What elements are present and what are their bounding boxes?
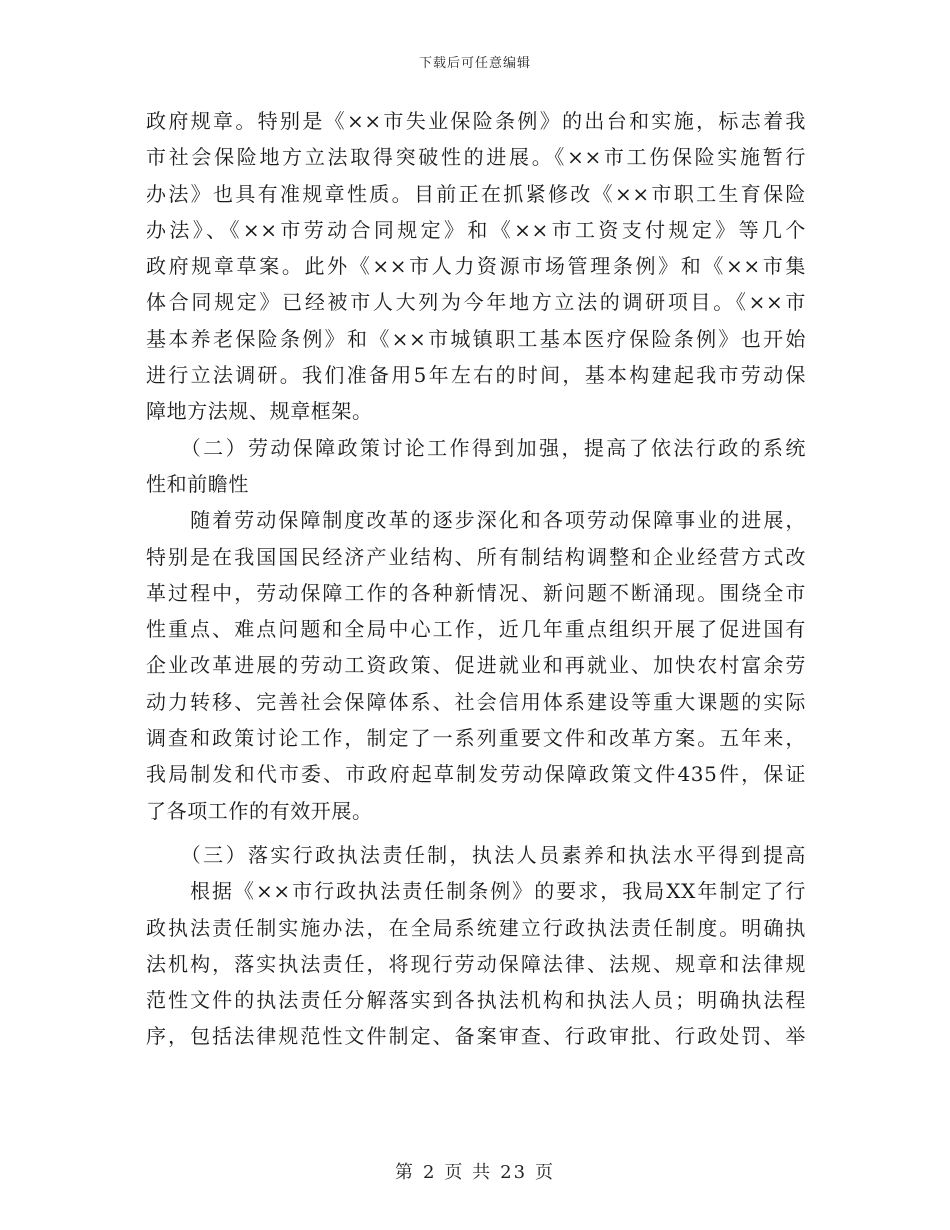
paragraph-gap [146,829,806,837]
page-header: 下载后可任意编辑 [418,56,531,71]
text-line: 企业改革进展的劳动工资政策、促进就业和再就业、加快农村富余劳 [146,653,806,678]
text-line: 政府规章草案。此外《××市人力资源市场管理条例》和《××市集 [146,254,806,279]
text-line: 障地方法规、规章框架。 [146,399,373,424]
footer-prefix: 第 [394,1162,415,1183]
text-line: 政执法责任制实施办法，在全局系统建立行政执法责任制度。明确执 [146,915,806,940]
section-heading: （二）劳动保障政策讨论工作得到加强，提高了依法行政的系统 [146,435,806,460]
current-page-number: 2 [422,1162,437,1183]
page-footer [0,1158,950,1184]
text-line: 了各项工作的有效开展。 [146,798,373,823]
text-line: 序，包括法律规范性文件制定、备案审查、行政审批、行政处罚、举 [146,1024,806,1049]
text-line: 调查和政策讨论工作，制定了一系列重要文件和改革方案。五年来， [146,726,806,751]
total-page-count: 23 [500,1162,528,1183]
document-body [146,103,806,1055]
text-line: 革过程中，劳动保障工作的各种新情况、新问题不断涌现。围绕全市 [146,580,806,605]
section-heading: 性和前瞻性 [146,471,249,496]
section-heading: （三）落实行政执法责任制，执法人员素养和执法水平得到提高 [146,842,806,867]
footer-suffix: 页 [535,1162,556,1183]
text-line: 市社会保险地方立法取得突破性的进展。《××市工伤保险实施暂行 [146,145,806,170]
text-line: 根据《××市行政执法责任制条例》的要求，我局XX年制定了行 [146,879,806,904]
text-line: 动力转移、完善社会保障体系、社会信用体系建设等重大课题的实际 [146,689,806,714]
text-line: 随着劳动保障制度改革的逐步深化和各项劳动保障事业的进展， [146,508,806,533]
text-line: 特别是在我国国民经济产业结构、所有制结构调整和企业经营方式改 [146,544,806,569]
text-line: 性重点、难点问题和全局中心工作，近几年重点组织开展了促进国有 [146,617,806,642]
text-line: 我局制发和代市委、市政府起草制发劳动保障政策文件435件，保证 [146,762,806,787]
text-line: 办法》、《××市劳动合同规定》和《××市工资支付规定》等几个 [146,217,806,242]
footer-middle: 页 共 [444,1162,493,1183]
text-line: 体合同规定》已经被市人大列为今年地方立法的调研项目。《××市 [146,290,806,315]
text-line: 进行立法调研。我们准备用5年左右的时间，基本构建起我市劳动保 [146,363,806,388]
text-line: 政府规章。特别是《××市失业保险条例》的出台和实施，标志着我 [146,109,806,133]
text-line: 法机构，落实执法责任，将现行劳动保障法律、法规、规章和法律规 [146,951,806,976]
text-line: 办法》也具有准规章性质。目前正在抓紧修改《××市职工生育保险 [146,181,806,206]
text-line: 范性文件的执法责任分解落实到各执法机构和执法人员；明确执法程 [146,988,806,1013]
text-line: 基本养老保险条例》和《××市城镇职工基本医疗保险条例》也开始 [146,326,806,351]
